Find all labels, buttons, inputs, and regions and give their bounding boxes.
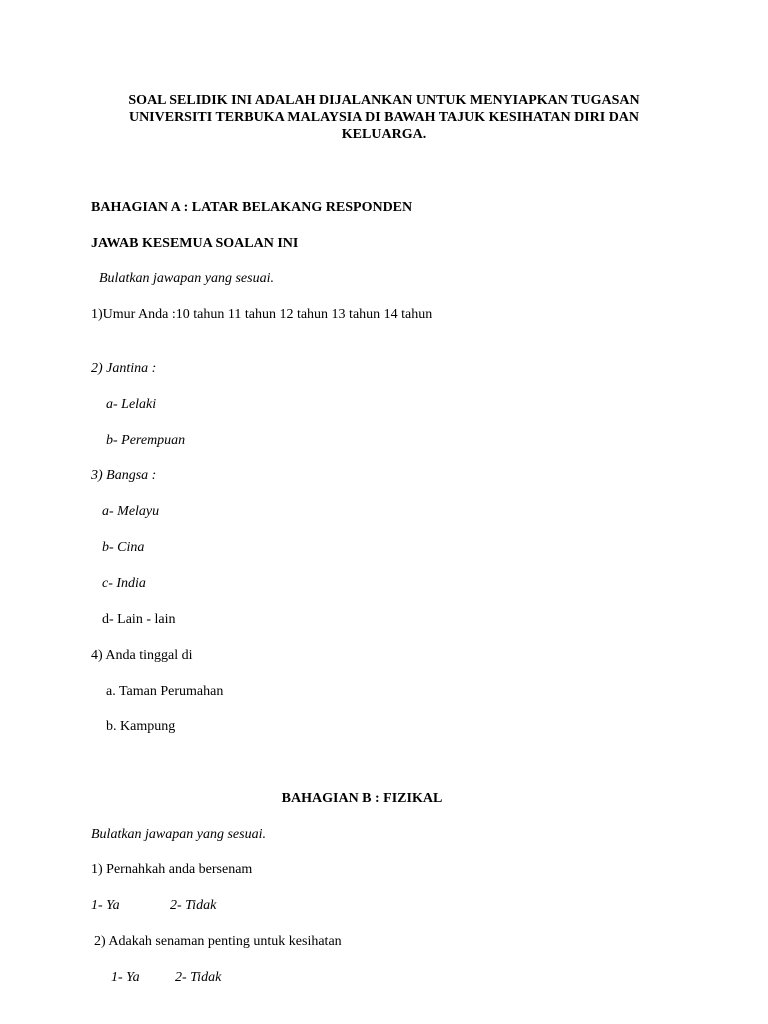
section-a-instruction: Bulatkan jawapan yang sesuai. (99, 271, 274, 286)
section-b-instruction: Bulatkan jawapan yang sesuai. (91, 827, 266, 842)
option-b2-no[interactable]: 2- Tidak (175, 970, 222, 985)
option-a3-b[interactable]: b- Cina (102, 540, 145, 555)
option-a3-a[interactable]: a- Melayu (102, 504, 160, 519)
question-a3-race: 3) Bangsa : (91, 468, 157, 483)
title-line-3: KELUARGA. (341, 127, 427, 142)
question-a2-gender: 2) Jantina : (91, 361, 157, 376)
section-a-subheading: JAWAB KESEMUA SOALAN INI (91, 236, 299, 251)
document-title (80, 92, 688, 143)
option-b2-yes[interactable]: 1- Ya (111, 970, 140, 985)
option-a3-c[interactable]: c- India (102, 576, 146, 591)
option-a3-d[interactable]: d- Lain - lain (102, 612, 176, 627)
option-b1-yes[interactable]: 1- Ya (91, 898, 120, 913)
question-a1-age: 1)Umur Anda :10 tahun 11 tahun 12 tahun 13 tahun 14 tahun (91, 307, 433, 322)
option-a4-b[interactable]: b. Kampung (106, 719, 176, 734)
option-a2-b[interactable]: b- Perempuan (106, 433, 186, 448)
section-a-heading: BAHAGIAN A : LATAR BELAKANG RESPONDEN (91, 200, 413, 215)
title-line-1: SOAL SELIDIK INI ADALAH DIJALANKAN UNTUK MENYIAPKAN TUGASAN (128, 93, 640, 108)
title-line-2: UNIVERSITI TERBUKA MALAYSIA DI BAWAH TAJUK KESIHATAN DIRI DAN (128, 110, 640, 125)
option-a4-a[interactable]: a. Taman Perumahan (106, 684, 224, 699)
option-b1-no[interactable]: 2- Tidak (170, 898, 217, 913)
question-a4-residence: 4) Anda tinggal di (91, 648, 193, 663)
option-a2-a[interactable]: a- Lelaki (106, 397, 157, 412)
question-b2-exercise-important: 2) Adakah senaman penting untuk kesihatan (94, 934, 342, 949)
section-b-heading: BAHAGIAN B : FIZIKAL (281, 791, 443, 806)
question-b1-exercise: 1) Pernahkah anda bersenam (91, 862, 253, 877)
